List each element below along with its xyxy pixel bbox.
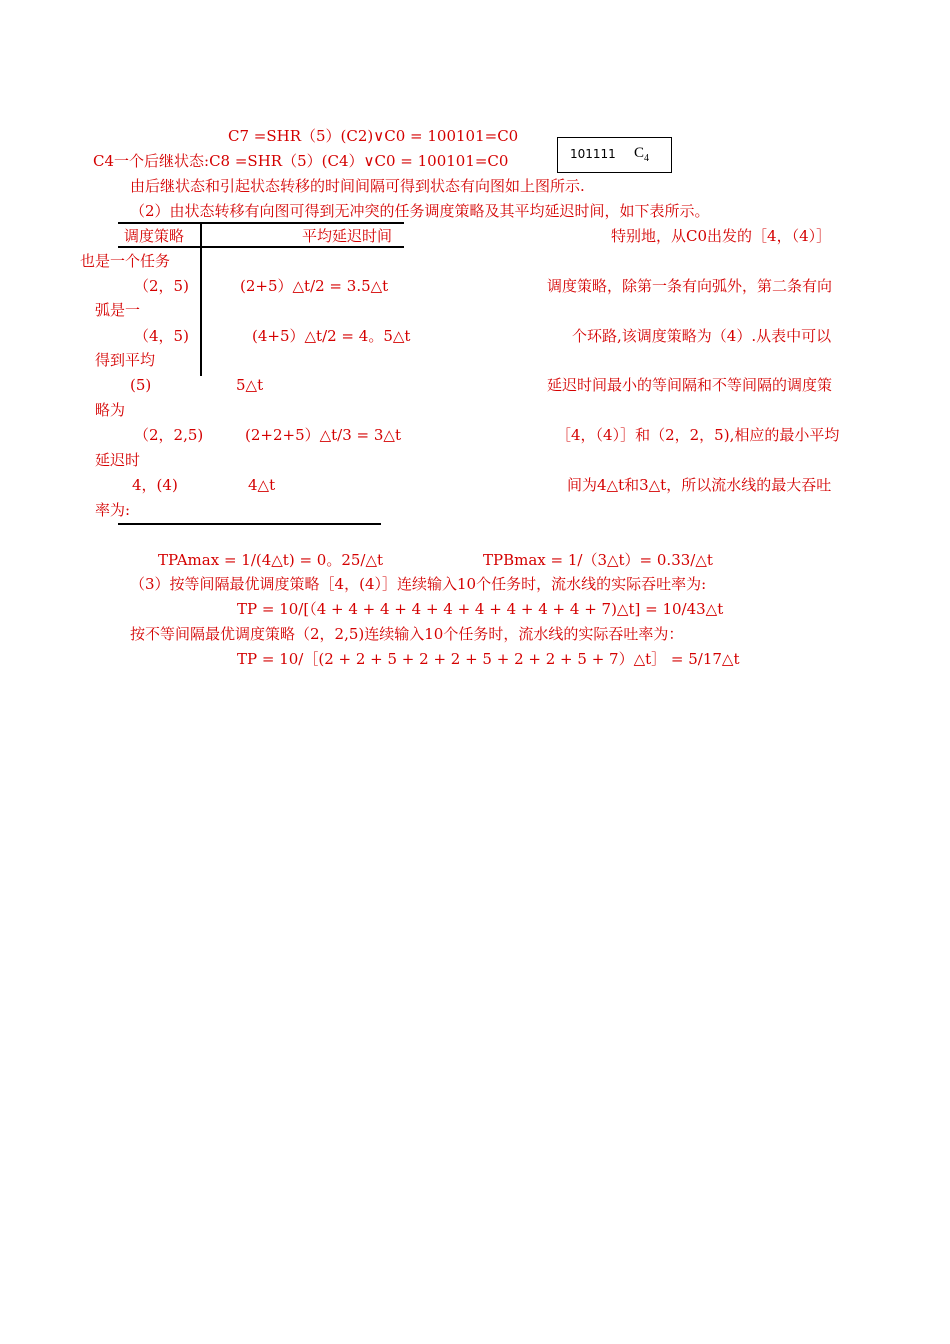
tpb-max-formula: TPBmax = 1/（3△t）= 0.33/△t <box>483 551 713 569</box>
table-row-policy: 4，(4) <box>132 476 178 494</box>
side-text-line: 特别地，从C0出发的［4，（4）］ <box>611 227 832 245</box>
side-text-wrap: 略为 <box>95 401 126 419</box>
side-text-wrap: 延迟时 <box>95 451 141 469</box>
table-row-policy: （2，5) <box>134 277 189 295</box>
c4-successor-formula: C4一个后继状态:C8 =SHR（5）(C4）∨C0 = 100101=C0 <box>93 152 509 170</box>
state-code: 101111 <box>570 147 616 161</box>
table-row-delay: (2+2+5）△t/3 = 3△t <box>245 426 401 444</box>
table-bottom-rule <box>118 523 381 525</box>
tp-unequal-interval-formula: TP = 10/［(2 + 2 + 5 + 2 + 2 + 5 + 2 + 2 + 5 + 7）△t］ = 5/17△t <box>237 650 740 668</box>
part2-heading: （2）由状态转移有向图可得到无冲突的任务调度策略及其平均延迟时间，如下表所示。 <box>130 202 710 220</box>
table-row-delay: (2+5）△t/2 = 3.5△t <box>240 277 389 295</box>
tpa-max-formula: TPAmax = 1/(4△t) = 0。25/△t <box>158 551 384 569</box>
side-text-wrap: 得到平均 <box>95 351 156 369</box>
side-text-line: 个环路,该调度策略为（4）.从表中可以 <box>572 327 832 345</box>
side-text-wrap: 也是一个任务 <box>80 252 171 270</box>
table-header-rule <box>118 246 404 248</box>
side-text-line: 间为4△t和3△t，所以流水线的最大吞吐 <box>567 476 832 494</box>
table-column-divider <box>200 222 202 376</box>
side-text-wrap: 率为: <box>95 501 131 519</box>
side-text-wrap: 弧是一 <box>95 301 141 319</box>
table-row-delay: 5△t <box>236 376 264 394</box>
side-text-line: ［4，（4）］和（2，2，5),相应的最小平均 <box>556 426 840 444</box>
side-text-line: 调度策略，除第一条有向弧外，第二条有向 <box>547 277 833 295</box>
table-row-delay: 4△t <box>248 476 276 494</box>
state-label: $C_4$ <box>634 145 650 164</box>
state-node-box <box>557 137 672 173</box>
table-top-rule <box>118 222 404 224</box>
table-row-delay: (4+5）△t/2 = 4。5△t <box>252 327 411 345</box>
table-row-policy: （2，2,5) <box>134 426 204 444</box>
table-row-policy: （4，5) <box>134 327 189 345</box>
part3-unequal-heading: 按不等间隔最优调度策略（2，2,5)连续输入10个任务时，流水线的实际吞吐率为： <box>130 625 684 643</box>
c7-formula: C7 =SHR（5）(C2)∨C0 = 100101=C0 <box>228 127 519 145</box>
table-header-delay: 平均延迟时间 <box>302 227 393 245</box>
table-header-policy: 调度策略 <box>124 227 185 245</box>
part3-heading: （3）按等间隔最优调度策略［4，(4）］连续输入10个任务时，流水线的实际吞吐率为: <box>130 575 707 593</box>
conclusion-line: 由后继状态和引起状态转移的时间间隔可得到状态有向图如上图所示. <box>130 177 585 195</box>
tp-equal-interval-formula: TP = 10/[（4 + 4 + 4 + 4 + 4 + 4 + 4 + 4 + 4 + 7)△t] = 10/43△t <box>237 600 724 618</box>
table-row-policy: (5) <box>130 376 152 394</box>
side-text-line: 延迟时间最小的等间隔和不等间隔的调度策 <box>547 376 833 394</box>
